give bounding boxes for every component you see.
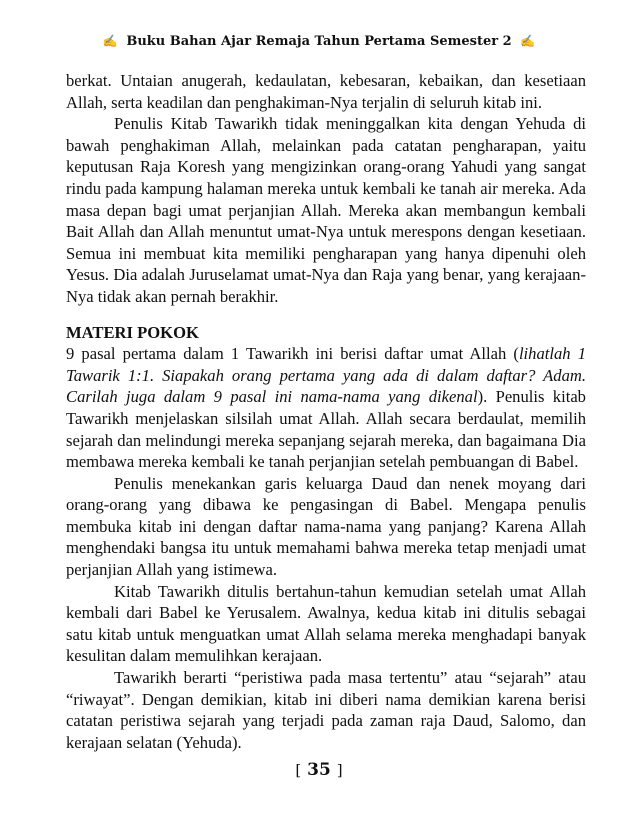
paragraph-italic-text: lihatlah 1 Tawarik 1:1. Siapakah orang pertama yang ada di dalam daftar? Adam. Carilah juga dalam 9 pasal ini nama-nama yang dikenal bbox=[66, 344, 586, 407]
section-heading: MATERI POKOK bbox=[66, 322, 199, 342]
paragraph: Penulis menekankan garis keluarga Daud dan nenek moyang dari orang-orang yang dibawa ke pengasingan di Babel. Mengapa penulis membuka kitab ini dengan daftar nama-nama yang panjang? Karena Allah menghendaki bangsa itu untuk memahami bahwa mereka tetap menjadi umat perjanjian Allah yang istimewa. bbox=[66, 473, 586, 580]
pen-ornament-icon: ✍ bbox=[520, 34, 536, 48]
page-number-value: 35 bbox=[307, 760, 331, 780]
paragraph-text: ). Penulis kitab Tawarikh menjelaskan silsilah umat Allah. Allah secara berdaulat, memilih sejarah dan melindungi mereka sepanjang sejarah mereka, dan bagaimana Dia membawa mereka kembali ke tanah perjanjian setelah pembuangan di Babel. bbox=[66, 387, 586, 472]
bracket: ] bbox=[336, 761, 343, 779]
page-number bbox=[0, 760, 638, 780]
pen-ornament-icon: ✍ bbox=[102, 34, 118, 48]
paragraph: Kitab Tawarikh ditulis bertahun-tahun kemudian setelah umat Allah kembali dari Babel ke Yerusalem. Awalnya, kedua kitab ini ditulis sebagai satu kitab untuk menguatkan umat Allah selama mereka menghadapi banyak kesulitan dalam memulihkan kerajaan. bbox=[66, 581, 586, 666]
paragraph: Penulis Kitab Tawarikh tidak meninggalkan kita dengan Yehuda di bawah penghakiman Allah, melainkan pada catatan pengharapan, yaitu keputusan Raja Koresh yang mengizinkan orang-orang Yahudi yang sangat rindu pada kampung halaman mereka untuk kembali ke tanah air mereka. Ada masa depan bagi umat perjanjian Allah. Mereka akan membangun kembali Bait Allah dan Allah menuntut umat-Nya untuk merespons dengan kesetiaan. Semua ini membuat kita memiliki pengharapan yang hanya dipenuhi oleh Yesus. Dia adalah Juruselamat umat-Nya dan Raja yang benar, yang kerajaan-Nya tidak akan pernah berakhir. bbox=[66, 114, 586, 306]
bracket: [ bbox=[295, 761, 302, 779]
running-header bbox=[0, 34, 638, 49]
paragraph bbox=[66, 343, 586, 473]
book-title: Buku Bahan Ajar Remaja Tahun Pertama Semester 2 bbox=[126, 34, 512, 49]
paragraph: berkat. Untaian anugerah, kedaulatan, kebesaran, kebaikan, dan kesetiaan Allah, serta keadilan dan penghakiman-Nya terjalin di seluruh kitab ini. bbox=[66, 71, 586, 112]
body-text bbox=[66, 70, 586, 753]
paragraph: Tawarikh berarti “peristiwa pada masa tertentu” atau “sejarah” atau “riwayat”. Dengan demikian, kitab ini diberi nama demikian karena berisi catatan peristiwa sejarah yang terjadi pada zaman raja Daud, Salomo, dan kerajaan selatan (Yehuda). bbox=[66, 668, 586, 752]
paragraph-text: 9 pasal pertama dalam 1 Tawarikh ini berisi daftar umat Allah ( bbox=[66, 344, 519, 364]
